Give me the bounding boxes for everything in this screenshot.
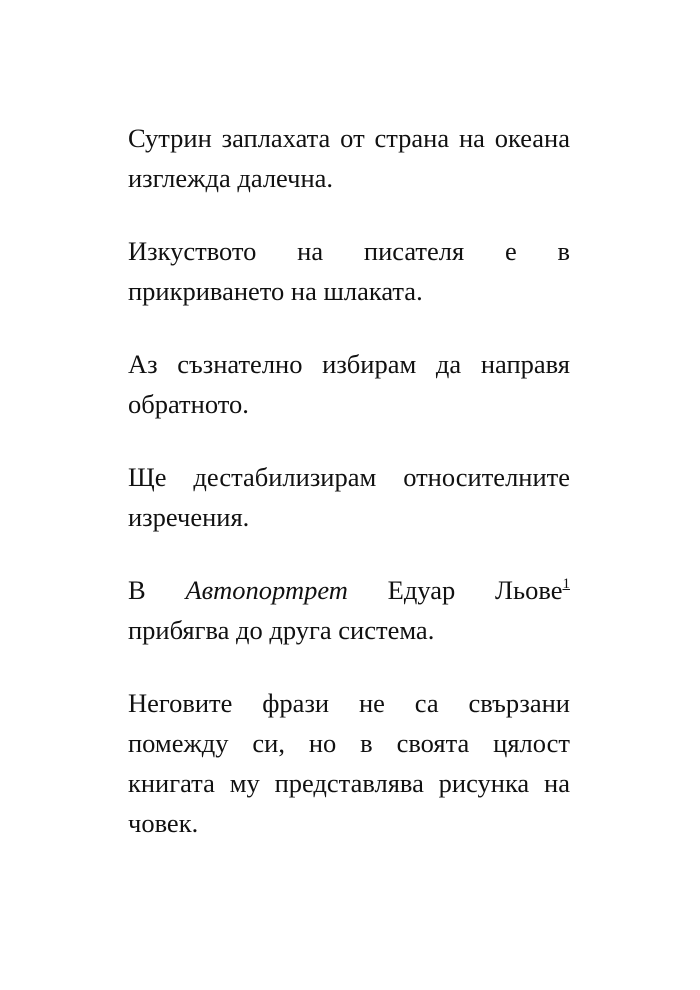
paragraph-5-prefix: В <box>128 575 186 605</box>
paragraph-3: Аз съзнателно избирам да направя обратното. <box>128 349 570 419</box>
paragraph-6: Неговите фрази не са свързани помежду си, но в своята цялост книгата му представлява рисунка на човек. <box>128 688 570 838</box>
paragraph-5-middle: Едуар Льове <box>347 575 563 605</box>
book-title: Автопортрет <box>185 575 348 605</box>
paragraph-5 <box>128 570 570 650</box>
paragraph-4: Ще дестабилизирам относителните изречения. <box>128 462 570 532</box>
paragraph-1: Сутрин заплахата от страна на океана изглежда далечна. <box>128 123 570 193</box>
footnote-link[interactable]: 1 <box>562 576 570 592</box>
text-column <box>128 118 570 876</box>
paragraph-5-suffix: прибягва до друга система. <box>128 615 435 645</box>
paragraph-2: Изкуството на писателя е в прикриването на шлаката. <box>128 236 570 306</box>
